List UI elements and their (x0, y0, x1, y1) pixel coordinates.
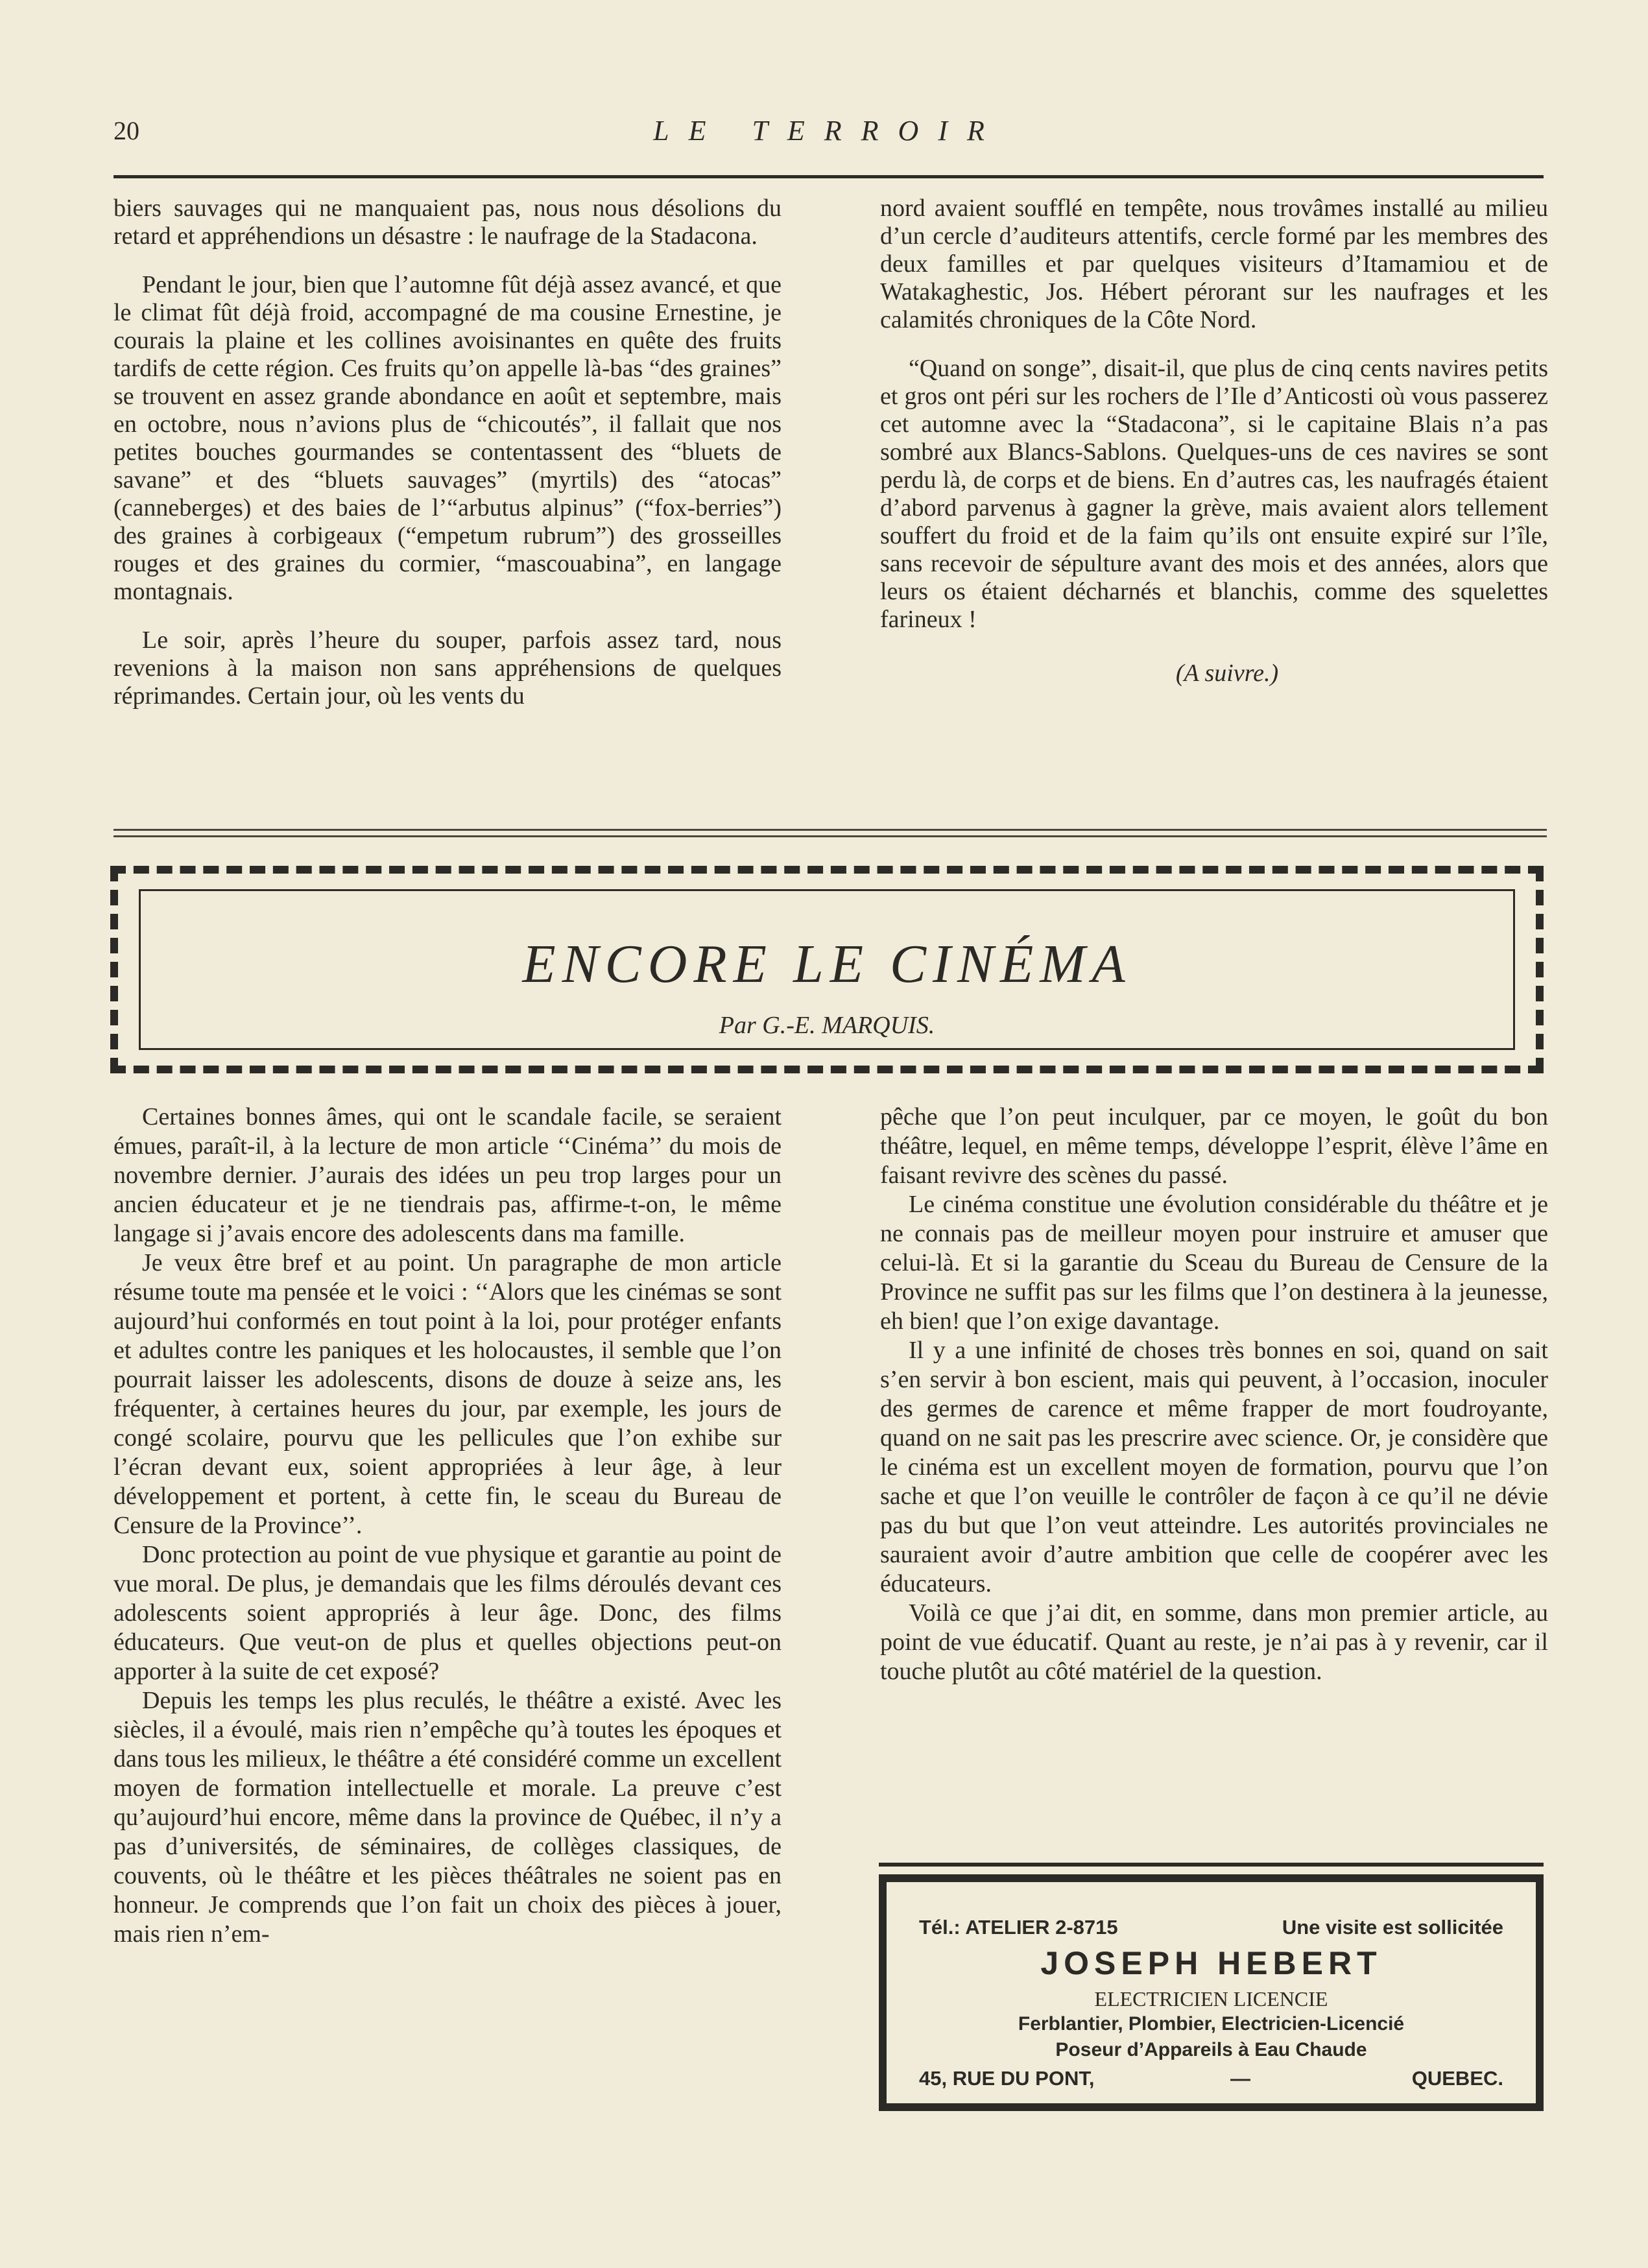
top-left-column (113, 195, 782, 710)
paragraph: biers sauvages qui ne manquaient pas, nous nous désolions du retard et appréhendions un désastre : le naufrage de la Stadacona. (113, 195, 782, 250)
article-right-column (880, 1103, 1548, 1686)
ad-visit-note: Une visite est sollicitée (1282, 1916, 1503, 1939)
paragraph: Donc protection au point de vue physique et garantie au point de vue moral. De plus, je demandais que les films déroulés devant ces adolescents soient appropriés à leur âge. Donc, des films éducateurs. Que veut-on de plus et quelles objections peut-on apporter à la suite de cet exposé? (113, 1541, 782, 1685)
ad-city: QUEBEC. (1411, 2067, 1503, 2090)
article-title-frame (110, 866, 1544, 1073)
section-divider (113, 835, 1547, 837)
ad-address: 45, RUE DU PONT, (919, 2067, 1095, 2090)
title-inner-border (139, 889, 1515, 1050)
article-title: ENCORE LE CINÉMA (522, 934, 1132, 994)
continued-note: (A suivre.) (1175, 660, 1279, 687)
page-number: 20 (113, 116, 139, 145)
advertisement (879, 1874, 1544, 2111)
article-left-column (113, 1103, 782, 1949)
section-divider (113, 829, 1547, 831)
paragraph: Pendant le jour, bien que l’automne fût déjà assez avancé, et que le climat fût déjà froid, accompagné de ma cousine Ernestine, je courais la plaine et les collines avoisinantes en quête des fruits tardifs de cette région. Ces fruits qu’on appelle là-bas “des graines” se trouvent en assez grande abondance en août et septembre, mais en octobre, nous n’avions plus de “chicoutés”, il fallait que nos petites bouches gourmandes se contentassent des “bluets de savane” et des “bluets sauvages” (myrtils) des “atocas” (canneberges) et des baies de l’“arbutus alpinus” (“fox-berries”) des graines à corbigeaux (“empetum rubrum”) des grosseilles rouges et des graines du cormier, “mascouabina”, en langage montagnais. (113, 271, 782, 605)
page-header (113, 110, 1544, 149)
ad-business-name: JOSEPH HEBERT (1040, 1945, 1382, 1981)
paragraph: Le cinéma constitue une évolution considérable du théâtre et je ne connais pas de meilleur moyen pour instruire et amuser que celui-là. Et si la garantie du Sceau du Bureau de Censure de la Province ne suffit pas sur les films que l’on destinera à la jeunesse, eh bien! que l’on exige davantage. (880, 1191, 1548, 1335)
ad-services: Ferblantier, Plombier, Electricien-Licencié (1018, 2013, 1405, 2035)
paragraph: Le soir, après l’heure du souper, parfois assez tard, nous revenions à la maison non sans appréhensions de quelques réprimandes. Certain jour, où les vents du (113, 627, 782, 710)
paragraph: Je veux être bref et au point. Un paragraphe de mon article résume toute ma pensée et le voici : ‘‘Alors que les cinémas se sont aujourd’hui conformés en tout point à la loi, pour protéger enfants et adultes contre les paniques et les holocaustes, il semble que l’on pourrait laisser les adolescents, disons de douze à seize ans, les fréquenter, à certaines heures du jour, par exemple, les jours de congé scolaire, pourvu que les pellicules que l’on exhibe sur l’écran devant eux, soient appropriées à leur âge, à leur développement et portent, à cette fin, le sceau du Bureau de Censure de la Province’’. (113, 1249, 782, 1539)
ad-specialty: Poseur d’Appareils à Eau Chaude (1055, 2039, 1367, 2060)
top-right-column (880, 195, 1548, 687)
ad-trade-title: ELECTRICIEN LICENCIE (1094, 1987, 1328, 2011)
paragraph: “Quand on songe”, disait-il, que plus de cinq cents navires petits et gros ont péri sur les rochers de l’Ile d’Anticosti où vous passerez cet automne avec la “Stadacona”, si le capitaine Blais n’a pas sombré aux Blancs-Sablons. Quelques-uns de ces navires se sont perdu là, de corps et de biens. En d’autres cas, les naufragés étaient d’abord parvenus à gagner la grève, mais avaient alors tellement souffert du froid et de la faim qu’ils ont ensuite expiré sur l’île, sans recevoir de sépulture avant des mois et des années, alors que leurs os étaient décharnés et blanchis, comme des squelettes farineux ! (880, 355, 1548, 633)
ad-phone: Tél.: ATELIER 2-8715 (919, 1916, 1118, 1939)
journal-title: LE TERROIR (653, 115, 1004, 147)
paragraph: Certaines bonnes âmes, qui ont le scandale facile, se seraient émues, paraît-il, à la lecture de mon article ‘‘Cinéma’’ du mois de novembre dernier. J’aurais des idées un peu trop larges pour un ancien éducateur et je ne tiendrais pas, affirme-t-on, le même langage si j’avais encore des adolescents dans ma famille. (113, 1103, 782, 1247)
header-rule (113, 175, 1544, 178)
paragraph: Il y a une infinité de choses très bonnes en soi, quand on sait s’en servir à bon escient, mais qui peuvent, à l’occasion, inoculer des germes de carence et même frapper de mort foudroyante, quand on ne sait pas les prescrire avec science. Or, je considère que le cinéma est un excellent moyen de formation, pourvu que l’on sache et que l’on veuille le contrôler de façon à ce qu’il ne dévie pas du but que l’on veut atteindre. Les autorités provinciales ne sauraient avoir d’autre ambition que celle de coopérer avec les éducateurs. (880, 1337, 1548, 1597)
paragraph: nord avaient soufflé en tempête, nous trovâmes installé au milieu d’un cercle d’auditeurs attentifs, cercle formé par les membres des deux familles et par quelques visiteurs d’Itamamiou et de Watakaghestic, Jos. Hébert pérorant sur les naufrages et les calamités chroniques de la Côte Nord. (880, 195, 1548, 333)
ad-top-rule (879, 1863, 1544, 1867)
paragraph: pêche que l’on peut inculquer, par ce moyen, le goût du bon théâtre, lequel, en même temps, développe l’esprit, élève l’âme en faisant revivre des scènes du passé. (880, 1103, 1548, 1189)
ad-dash: — (1230, 2067, 1250, 2090)
paragraph: Voilà ce que j’ai dit, en somme, dans mon premier article, au point de vue éducatif. Quant au reste, je n’ai pas à y revenir, car il touche plutôt au côté matériel de la question. (880, 1599, 1548, 1685)
article-byline: Par G.-E. MARQUIS. (719, 1012, 935, 1039)
paragraph: Depuis les temps les plus reculés, le théâtre a existé. Avec les siècles, il a évoulé, mais rien n’empêche qu’à toutes les époques et dans tous les milieux, le théâtre a été considéré comme un excellent moyen de formation intellectuelle et morale. La preuve c’est qu’aujourd’hui encore, même dans la province de Québec, il n’y a pas d’universités, de séminaires, de collèges classiques, de couvents, où le théâtre et les pièces théâtrales ne soient pas en honneur. Je comprends que l’on fait un choix des pièces à jouer, mais rien n’em- (113, 1687, 782, 1948)
